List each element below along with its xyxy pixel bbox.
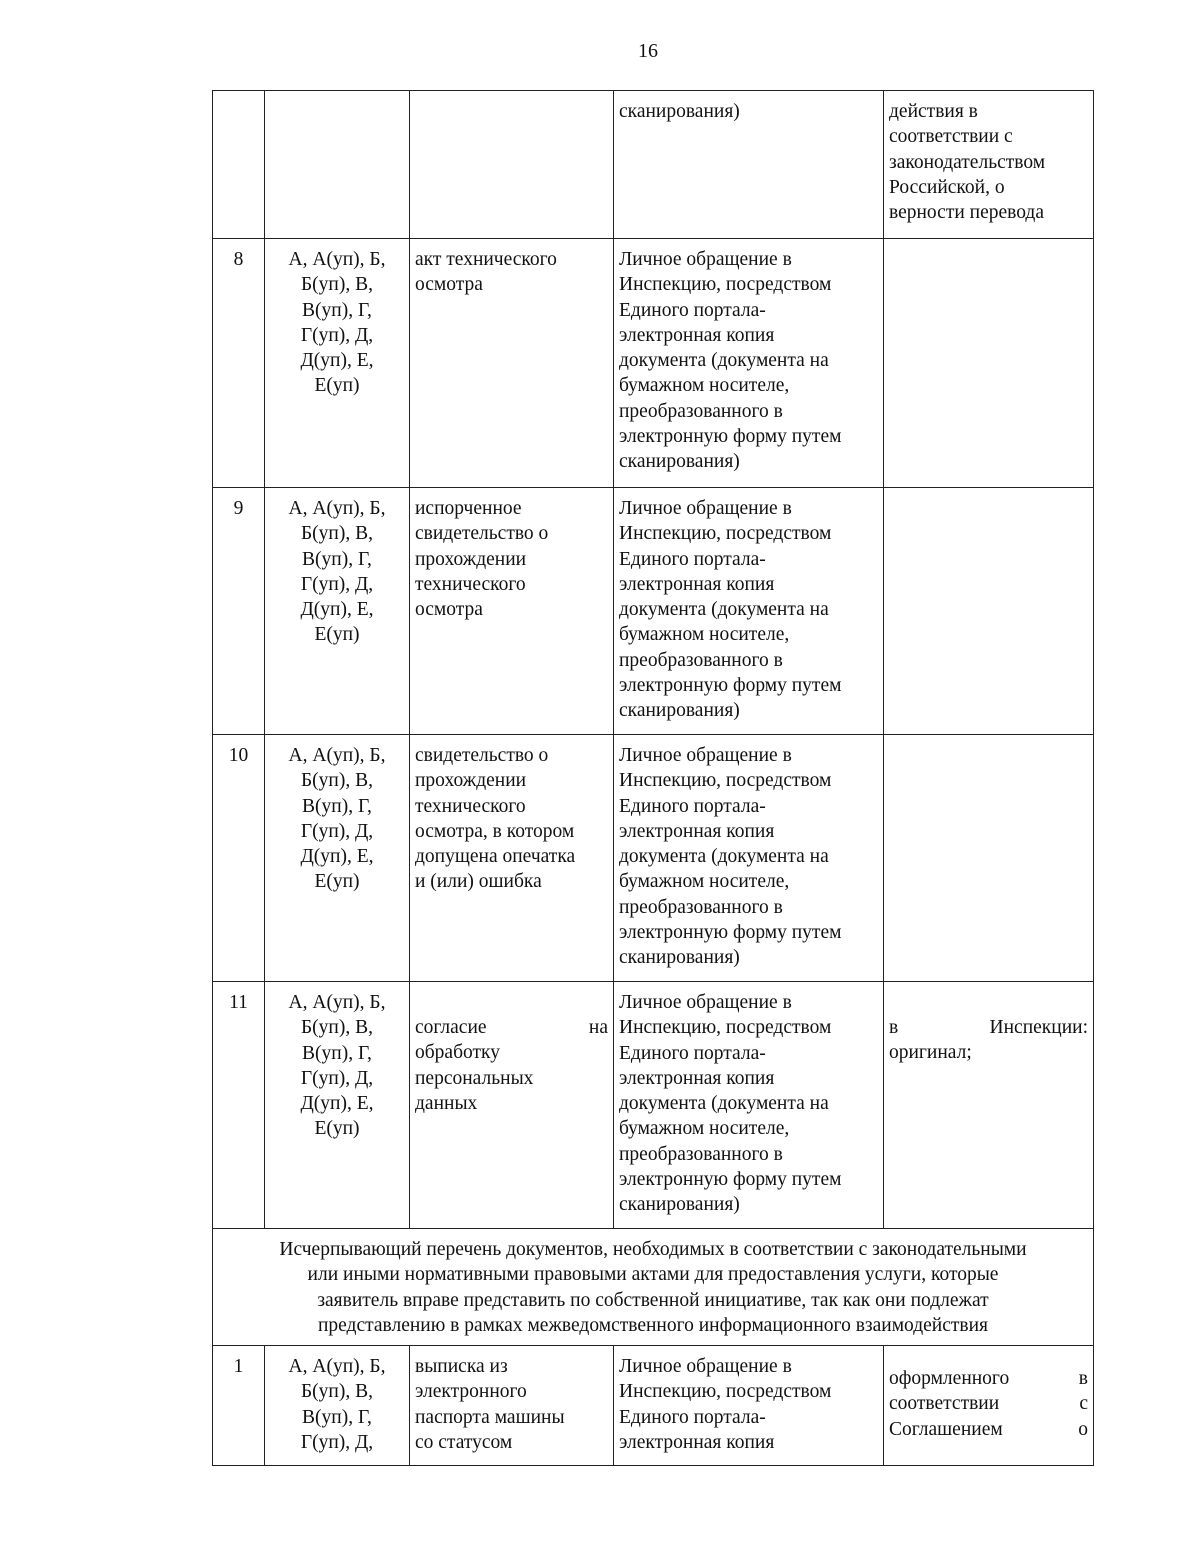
submission-method-cell <box>614 239 884 488</box>
method-line: преобразованного в <box>619 400 783 422</box>
section-heading-line: Исчерпывающий перечень документов, необходимых в соответствии с законодательными <box>279 1239 1027 1260</box>
method-line: Личное обращение в <box>619 992 792 1013</box>
note-line: Российской, о <box>889 176 1005 198</box>
note-line: соответствии с <box>889 126 1013 148</box>
method-line: документа (документа на <box>619 846 829 868</box>
note-cell <box>884 1346 1094 1466</box>
name-line: данных <box>415 1092 478 1114</box>
document-name-cell <box>410 488 614 735</box>
method-line: электронная копия <box>619 324 775 346</box>
category-line: А, А(уп), Б, <box>288 745 386 766</box>
category-line: Е(уп) <box>314 375 360 397</box>
note-justified-line <box>889 1391 1088 1416</box>
method-line: Единого портала- <box>619 548 766 570</box>
submission-method-cell <box>614 488 884 735</box>
section-heading-line: или иными нормативными правовыми актами для предоставления услуги, которые <box>307 1264 999 1286</box>
row-number-cell: 11 <box>213 982 265 1229</box>
category-line: Б(уп), В, <box>300 274 373 296</box>
note-word: о <box>1078 1418 1088 1440</box>
name-line: паспорта машины <box>415 1406 565 1428</box>
note-justified-line <box>889 1015 1088 1040</box>
category-line: Д(уп), Е, <box>300 846 374 868</box>
method-line: преобразованного в <box>619 1143 783 1165</box>
note-line: оригинал; <box>889 1042 972 1064</box>
section-heading <box>213 1229 1094 1346</box>
table-row <box>213 91 1094 239</box>
category-line: Е(уп) <box>314 871 360 893</box>
method-line: Инспекцию, посредством <box>619 523 832 545</box>
section-heading-line: представлению в рамках межведомственного информационного взаимодействия <box>317 1314 989 1336</box>
name-line: выписка из <box>415 1356 508 1377</box>
categories-cell <box>265 488 410 735</box>
section-heading-line: заявитель вправе представить по собственной инициативе, так как они подлежат <box>317 1289 989 1311</box>
method-line: электронная копия <box>619 1067 775 1089</box>
name-line: со статусом <box>415 1431 513 1453</box>
submission-method-cell <box>614 1346 884 1466</box>
categories-cell <box>265 982 410 1229</box>
documents-table <box>212 90 1094 1466</box>
method-line: электронную форму путем <box>619 922 842 944</box>
name-line: осмотра <box>415 599 483 621</box>
document-name-cell <box>410 91 614 239</box>
method-line: электронная копия <box>619 820 775 842</box>
category-line: Е(уп) <box>314 624 360 646</box>
category-line: Е(уп) <box>314 1118 360 1140</box>
name-word: согласие <box>415 1017 487 1038</box>
method-line: документа (документа на <box>619 1093 829 1115</box>
table-row <box>213 239 1094 488</box>
method-line: Инспекцию, посредством <box>619 770 832 792</box>
method-line: сканирования) <box>619 1194 740 1216</box>
method-line: Единого портала- <box>619 795 766 817</box>
note-line: верности перевода <box>889 202 1044 224</box>
method-line: документа (документа на <box>619 350 829 372</box>
name-line: допущена опечатка <box>415 846 576 868</box>
name-line: осмотра, в котором <box>415 820 575 842</box>
name-line: персональных <box>415 1067 534 1089</box>
method-line: Инспекцию, посредством <box>619 1017 832 1039</box>
note-cell <box>884 91 1094 239</box>
method-line: преобразованного в <box>619 896 783 918</box>
table-row <box>213 1229 1094 1346</box>
category-line: А, А(уп), Б, <box>288 992 386 1013</box>
table-row <box>213 1346 1094 1466</box>
cell-spacer <box>889 990 1088 1015</box>
method-line: Единого портала- <box>619 1042 766 1064</box>
name-line: акт технического <box>415 249 557 270</box>
method-line: электронная копия <box>619 573 775 595</box>
categories-cell <box>265 735 410 982</box>
name-line: и (или) ошибка <box>415 871 542 893</box>
name-line: электронного <box>415 1381 527 1403</box>
method-line: документа (документа на <box>619 599 829 621</box>
category-line: В(уп), Г, <box>302 299 372 321</box>
category-line: Г(уп), Д, <box>300 573 374 595</box>
method-line: бумажном носителе, <box>619 624 790 646</box>
category-line: Д(уп), Е, <box>300 350 374 372</box>
method-line: Единого портала- <box>619 299 766 321</box>
category-line: Б(уп), В, <box>300 1017 373 1039</box>
category-line: Б(уп), В, <box>300 523 373 545</box>
method-line: сканирования) <box>619 101 740 122</box>
category-line: Г(уп), Д, <box>300 1067 374 1089</box>
name-line: технического <box>415 573 526 595</box>
note-word: в <box>889 1017 899 1038</box>
row-number-cell: 9 <box>213 488 265 735</box>
table-row <box>213 982 1094 1229</box>
category-line: Б(уп), В, <box>300 770 373 792</box>
note-word: с <box>1079 1393 1088 1415</box>
note-cell <box>884 735 1094 982</box>
category-line: Д(уп), Е, <box>300 599 374 621</box>
method-line: бумажном носителе, <box>619 375 790 397</box>
row-number-cell: 1 <box>213 1346 265 1466</box>
method-line: Единого портала- <box>619 1406 766 1428</box>
note-line: законодательством <box>889 151 1046 173</box>
name-line: прохождении <box>415 770 527 792</box>
note-line: действия в <box>889 101 978 122</box>
note-justified-line <box>889 1366 1088 1391</box>
name-line: испорченное <box>415 498 522 519</box>
category-line: Г(уп), Д, <box>300 324 374 346</box>
row-number-cell: 10 <box>213 735 265 982</box>
category-line: Б(уп), В, <box>300 1381 373 1403</box>
categories-cell <box>265 1346 410 1466</box>
method-line: Личное обращение в <box>619 1356 792 1377</box>
category-line: Д(уп), Е, <box>300 1093 374 1115</box>
cell-spacer <box>889 1354 1088 1366</box>
row-number-cell <box>213 91 265 239</box>
name-line: свидетельство о <box>415 523 549 545</box>
categories-cell <box>265 239 410 488</box>
document-name-cell <box>410 735 614 982</box>
category-line: Г(уп), Д, <box>300 820 374 842</box>
note-word: в <box>1078 1368 1088 1389</box>
category-line: В(уп), Г, <box>302 548 372 570</box>
category-line: А, А(уп), Б, <box>288 249 386 270</box>
category-line: Г(уп), Д, <box>300 1431 374 1453</box>
category-line: А, А(уп), Б, <box>288 1356 386 1377</box>
method-line: электронную форму путем <box>619 426 842 448</box>
categories-cell <box>265 91 410 239</box>
method-line: сканирования) <box>619 451 740 473</box>
category-line: А, А(уп), Б, <box>288 498 386 519</box>
method-line: Личное обращение в <box>619 498 792 519</box>
name-line: свидетельство о <box>415 745 549 766</box>
category-line: В(уп), Г, <box>302 1042 372 1064</box>
method-line: электронную форму путем <box>619 1169 842 1191</box>
method-line: электронную форму путем <box>619 675 842 697</box>
table-row <box>213 735 1094 982</box>
table-row <box>213 488 1094 735</box>
name-word: на <box>588 1017 608 1038</box>
name-justified-line <box>415 1015 608 1040</box>
method-line: Личное обращение в <box>619 249 792 270</box>
name-line: прохождении <box>415 548 527 570</box>
row-number-cell: 8 <box>213 239 265 488</box>
note-cell <box>884 239 1094 488</box>
name-line: технического <box>415 795 526 817</box>
name-line: обработку <box>415 1042 500 1064</box>
submission-method-cell <box>614 735 884 982</box>
document-name-cell <box>410 239 614 488</box>
note-word: Соглашением <box>889 1418 1003 1440</box>
note-justified-line <box>889 1417 1088 1442</box>
page-number: 16 <box>638 40 658 62</box>
method-line: бумажном носителе, <box>619 1118 790 1140</box>
note-word: соответствии <box>889 1393 1000 1415</box>
document-name-cell <box>410 1346 614 1466</box>
note-cell <box>884 982 1094 1229</box>
method-line: бумажном носителе, <box>619 871 790 893</box>
submission-method-cell <box>614 982 884 1229</box>
cell-spacer <box>415 990 608 1015</box>
submission-method-cell <box>614 91 884 239</box>
category-line: В(уп), Г, <box>302 1406 372 1428</box>
note-word: оформленного <box>889 1368 1010 1389</box>
method-line: Инспекцию, посредством <box>619 1381 832 1403</box>
method-line: электронная копия <box>619 1431 775 1453</box>
note-cell <box>884 488 1094 735</box>
method-line: сканирования) <box>619 947 740 969</box>
note-word: Инспекции: <box>989 1017 1088 1038</box>
method-line: преобразованного в <box>619 649 783 671</box>
method-line: сканирования) <box>619 700 740 722</box>
method-line: Личное обращение в <box>619 745 792 766</box>
document-name-cell <box>410 982 614 1229</box>
name-line: осмотра <box>415 274 483 296</box>
category-line: В(уп), Г, <box>302 795 372 817</box>
method-line: Инспекцию, посредством <box>619 274 832 296</box>
